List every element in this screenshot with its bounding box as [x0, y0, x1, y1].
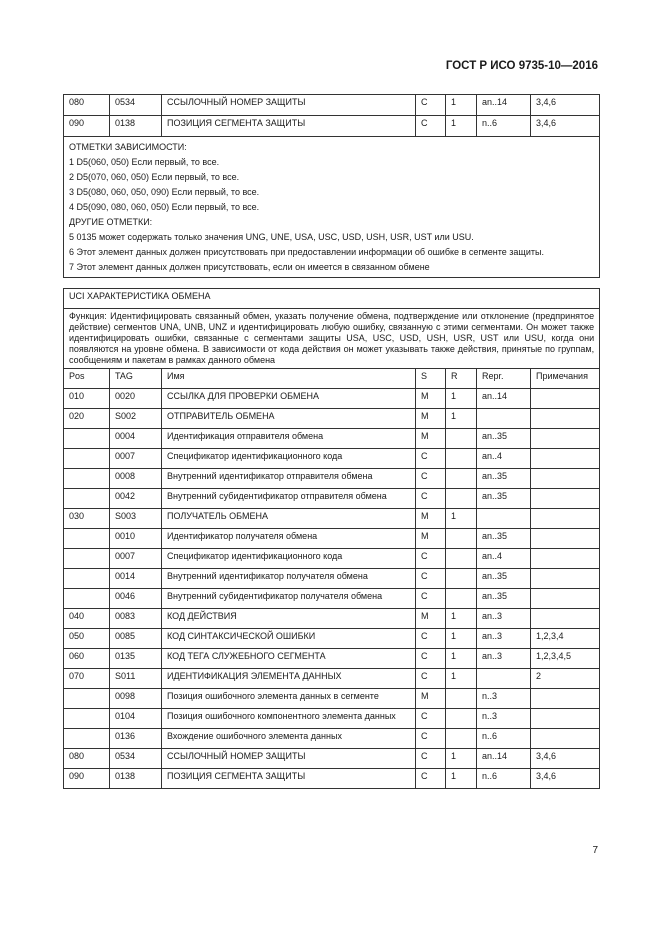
cell-notes [531, 609, 600, 629]
table-row [64, 529, 600, 549]
col-notes-header: Примечания [531, 369, 600, 389]
cell-s: M [416, 529, 446, 549]
table-row [64, 469, 600, 489]
table-row [64, 629, 600, 649]
cell-tag: 0014 [110, 569, 162, 589]
cell-tag: 0136 [110, 729, 162, 749]
cell-r [446, 589, 477, 609]
cell-s: C [416, 116, 446, 137]
cell-tag: S011 [110, 669, 162, 689]
cell-repr: n..3 [477, 709, 531, 729]
cell-s: C [416, 469, 446, 489]
cell-repr [477, 669, 531, 689]
cell-r: 1 [446, 509, 477, 529]
table-row [64, 489, 600, 509]
cell-pos: 070 [64, 669, 110, 689]
cell-s: C [416, 669, 446, 689]
cell-tag: 0534 [110, 95, 162, 116]
cell-s: M [416, 689, 446, 709]
cell-repr: an..3 [477, 609, 531, 629]
cell-r [446, 489, 477, 509]
table-row [64, 409, 600, 429]
segment-table [63, 288, 600, 789]
note-line: ОТМЕТКИ ЗАВИСИМОСТИ: [69, 142, 187, 152]
cell-pos [64, 549, 110, 569]
cell-tag: 0085 [110, 629, 162, 649]
cell-repr: an..4 [477, 449, 531, 469]
cell-name: КОД ТЕГА СЛУЖЕБНОГО СЕГМЕНТА [162, 649, 416, 669]
table-row [64, 389, 600, 409]
cell-repr: an..4 [477, 549, 531, 569]
cell-repr: n..6 [477, 116, 531, 137]
table-row [64, 669, 600, 689]
cell-tag: 0042 [110, 489, 162, 509]
cell-name: Позиция ошибочного элемента данных в сегменте [162, 689, 416, 709]
cell-r [446, 689, 477, 709]
cell-r [446, 549, 477, 569]
cell-s: C [416, 95, 446, 116]
cell-pos [64, 529, 110, 549]
note-line: ДРУГИЕ ОТМЕТКИ: [69, 217, 153, 227]
note-line: 6 Этот элемент данных должен присутствовать при предоставлении информации об ошибке в сегменте защиты. [69, 247, 544, 257]
cell-notes [531, 729, 600, 749]
cell-r: 1 [446, 769, 477, 789]
cell-name: Внутренний субидентификатор получателя обмена [162, 589, 416, 609]
cell-name: Внутренний идентификатор отправителя обмена [162, 469, 416, 489]
cell-repr: an..3 [477, 649, 531, 669]
cell-s: C [416, 589, 446, 609]
cell-r: 1 [446, 409, 477, 429]
cell-pos: 080 [64, 749, 110, 769]
cell-name: ОТПРАВИТЕЛЬ ОБМЕНА [162, 409, 416, 429]
table-row [64, 429, 600, 449]
table-row [64, 549, 600, 569]
cell-name: ПОЛУЧАТЕЛЬ ОБМЕНА [162, 509, 416, 529]
cell-tag: 0020 [110, 389, 162, 409]
cell-name: КОД ДЕЙСТВИЯ [162, 609, 416, 629]
cell-tag: 0534 [110, 749, 162, 769]
cell-s: C [416, 749, 446, 769]
cell-r: 1 [446, 669, 477, 689]
cell-tag: 0010 [110, 529, 162, 549]
table-row [64, 509, 600, 529]
cell-name: Вхождение ошибочного элемента данных [162, 729, 416, 749]
cell-tag: 0004 [110, 429, 162, 449]
segment-function: Функция: Идентифицировать связанный обмен, указать получение обмена, подтверждение или отклонение (предпринятое действие) сегментов UNA, UNB, UNZ и идентифицировать любую ошибку, связанную с этими сегментами. Он может также идентифицировать ошибки, связанные с сегментами защиты USA, USC, USD, USH, USR, UST или USU, когда они появляются на уровне обмена. В зависимости от кода действия он может указывать также действия, принятые по группам, сообщениям и пакетам в рамках данного обмена [64, 309, 600, 369]
cell-r: 1 [446, 389, 477, 409]
cell-s: C [416, 769, 446, 789]
cell-notes [531, 549, 600, 569]
cell-notes: 3,4,6 [531, 95, 600, 116]
cell-r: 1 [446, 95, 477, 116]
cell-r [446, 449, 477, 469]
cell-pos [64, 449, 110, 469]
cell-notes [531, 409, 600, 429]
cell-name: ПОЗИЦИЯ СЕГМЕНТА ЗАЩИТЫ [162, 116, 416, 137]
column-header-row [64, 369, 600, 389]
cell-s: M [416, 389, 446, 409]
note-line: 5 0135 может содержать только значения UNG, UNE, USA, USC, USD, USH, USR, UST или USU. [69, 232, 474, 242]
cell-pos [64, 589, 110, 609]
notes-cell [64, 137, 600, 278]
table-row [64, 769, 600, 789]
cell-name: ССЫЛОЧНЫЙ НОМЕР ЗАЩИТЫ [162, 749, 416, 769]
col-name-header: Имя [162, 369, 416, 389]
table-row [64, 749, 600, 769]
cell-repr: an..14 [477, 389, 531, 409]
cell-s: C [416, 729, 446, 749]
cell-name: ПОЗИЦИЯ СЕГМЕНТА ЗАЩИТЫ [162, 769, 416, 789]
table-row [64, 689, 600, 709]
cell-s: M [416, 429, 446, 449]
cell-r: 1 [446, 609, 477, 629]
cell-repr: n..6 [477, 729, 531, 749]
cell-repr: an..35 [477, 469, 531, 489]
cell-notes: 3,4,6 [531, 116, 600, 137]
cell-tag: 0104 [110, 709, 162, 729]
table-row [64, 589, 600, 609]
cell-notes: 1,2,3,4,5 [531, 649, 600, 669]
cell-s: M [416, 609, 446, 629]
cell-name: Внутренний идентификатор получателя обмена [162, 569, 416, 589]
cell-notes: 3,4,6 [531, 749, 600, 769]
cell-name: Спецификатор идентификационного кода [162, 549, 416, 569]
col-s-header: S [416, 369, 446, 389]
cell-pos: 040 [64, 609, 110, 629]
cell-name: ССЫЛОЧНЫЙ НОМЕР ЗАЩИТЫ [162, 95, 416, 116]
cell-s: C [416, 709, 446, 729]
cell-name: КОД СИНТАКСИЧЕСКОЙ ОШИБКИ [162, 629, 416, 649]
table-row [64, 709, 600, 729]
cell-repr [477, 409, 531, 429]
cell-pos: 050 [64, 629, 110, 649]
cell-tag: 0098 [110, 689, 162, 709]
cell-pos [64, 729, 110, 749]
table-row [64, 95, 600, 116]
cell-tag: 0138 [110, 769, 162, 789]
cell-repr: an..35 [477, 569, 531, 589]
col-r-header: R [446, 369, 477, 389]
cell-name: Внутренний субидентификатор отправителя обмена [162, 489, 416, 509]
cell-repr: an..35 [477, 429, 531, 449]
cell-pos [64, 469, 110, 489]
cell-notes [531, 709, 600, 729]
cell-tag: 0007 [110, 449, 162, 469]
cell-s: M [416, 509, 446, 529]
document-header: ГОСТ Р ИСО 9735-10—2016 [445, 60, 598, 72]
cell-notes [531, 509, 600, 529]
table-row [64, 649, 600, 669]
cell-pos [64, 489, 110, 509]
table-row [64, 116, 600, 137]
cell-notes [531, 489, 600, 509]
cell-r [446, 569, 477, 589]
cell-pos [64, 689, 110, 709]
cell-r: 1 [446, 749, 477, 769]
cell-name: Идентификатор получателя обмена [162, 529, 416, 549]
table-row [64, 569, 600, 589]
cell-repr: an..14 [477, 749, 531, 769]
cell-r [446, 729, 477, 749]
cell-tag: 0135 [110, 649, 162, 669]
cell-tag: 0007 [110, 549, 162, 569]
cell-name: ССЫЛКА ДЛЯ ПРОВЕРКИ ОБМЕНА [162, 389, 416, 409]
cell-notes [531, 689, 600, 709]
cell-name: Спецификатор идентификационного кода [162, 449, 416, 469]
continuation-table [63, 94, 600, 278]
cell-repr [477, 509, 531, 529]
col-tag-header: TAG [110, 369, 162, 389]
cell-pos: 060 [64, 649, 110, 669]
cell-r [446, 469, 477, 489]
table-row [64, 449, 600, 469]
cell-s: M [416, 409, 446, 429]
cell-repr: an..3 [477, 629, 531, 649]
cell-notes: 1,2,3,4 [531, 629, 600, 649]
note-line: 1 D5(060, 050) Если первый, то все. [69, 157, 220, 167]
cell-pos: 010 [64, 389, 110, 409]
note-line: 7 Этот элемент данных должен присутствовать, если он имеется в связанном обмене [69, 262, 430, 272]
table-row [64, 729, 600, 749]
cell-repr: an..35 [477, 489, 531, 509]
cell-r [446, 429, 477, 449]
cell-s: C [416, 549, 446, 569]
cell-pos: 090 [64, 116, 110, 137]
cell-notes [531, 389, 600, 409]
cell-notes: 2 [531, 669, 600, 689]
cell-repr: an..35 [477, 589, 531, 609]
cell-notes [531, 469, 600, 489]
cell-notes [531, 529, 600, 549]
cell-s: C [416, 489, 446, 509]
cell-pos: 080 [64, 95, 110, 116]
cell-pos [64, 429, 110, 449]
cell-s: C [416, 569, 446, 589]
cell-r [446, 529, 477, 549]
cell-r: 1 [446, 629, 477, 649]
cell-pos: 020 [64, 409, 110, 429]
cell-notes: 3,4,6 [531, 769, 600, 789]
note-line: 4 D5(090, 080, 060, 050) Если первый, то все. [69, 202, 260, 212]
cell-s: C [416, 449, 446, 469]
cell-tag: 0046 [110, 589, 162, 609]
cell-name: Идентификация отправителя обмена [162, 429, 416, 449]
table-row [64, 609, 600, 629]
cell-r: 1 [446, 116, 477, 137]
note-line: 2 D5(070, 060, 050) Если первый, то все. [69, 172, 240, 182]
page-number: 7 [592, 845, 598, 856]
cell-s: C [416, 629, 446, 649]
cell-notes [531, 569, 600, 589]
cell-s: C [416, 649, 446, 669]
cell-r [446, 709, 477, 729]
cell-pos: 090 [64, 769, 110, 789]
cell-tag: S002 [110, 409, 162, 429]
cell-tag: 0008 [110, 469, 162, 489]
cell-pos [64, 569, 110, 589]
cell-repr: an..35 [477, 529, 531, 549]
cell-notes [531, 589, 600, 609]
cell-r: 1 [446, 649, 477, 669]
cell-pos: 030 [64, 509, 110, 529]
col-pos-header: Pos [64, 369, 110, 389]
cell-repr: an..14 [477, 95, 531, 116]
note-line: 3 D5(080, 060, 050, 090) Если первый, то все. [69, 187, 260, 197]
cell-tag: 0138 [110, 116, 162, 137]
cell-notes [531, 429, 600, 449]
col-repr-header: Repr. [477, 369, 531, 389]
segment-title: UCI ХАРАКТЕРИСТИКА ОБМЕНА [64, 289, 600, 309]
cell-name: Позиция ошибочного компонентного элемента данных [162, 709, 416, 729]
cell-repr: n..6 [477, 769, 531, 789]
cell-notes [531, 449, 600, 469]
cell-pos [64, 709, 110, 729]
cell-name: ИДЕНТИФИКАЦИЯ ЭЛЕМЕНТА ДАННЫХ [162, 669, 416, 689]
cell-repr: n..3 [477, 689, 531, 709]
cell-tag: 0083 [110, 609, 162, 629]
cell-tag: S003 [110, 509, 162, 529]
